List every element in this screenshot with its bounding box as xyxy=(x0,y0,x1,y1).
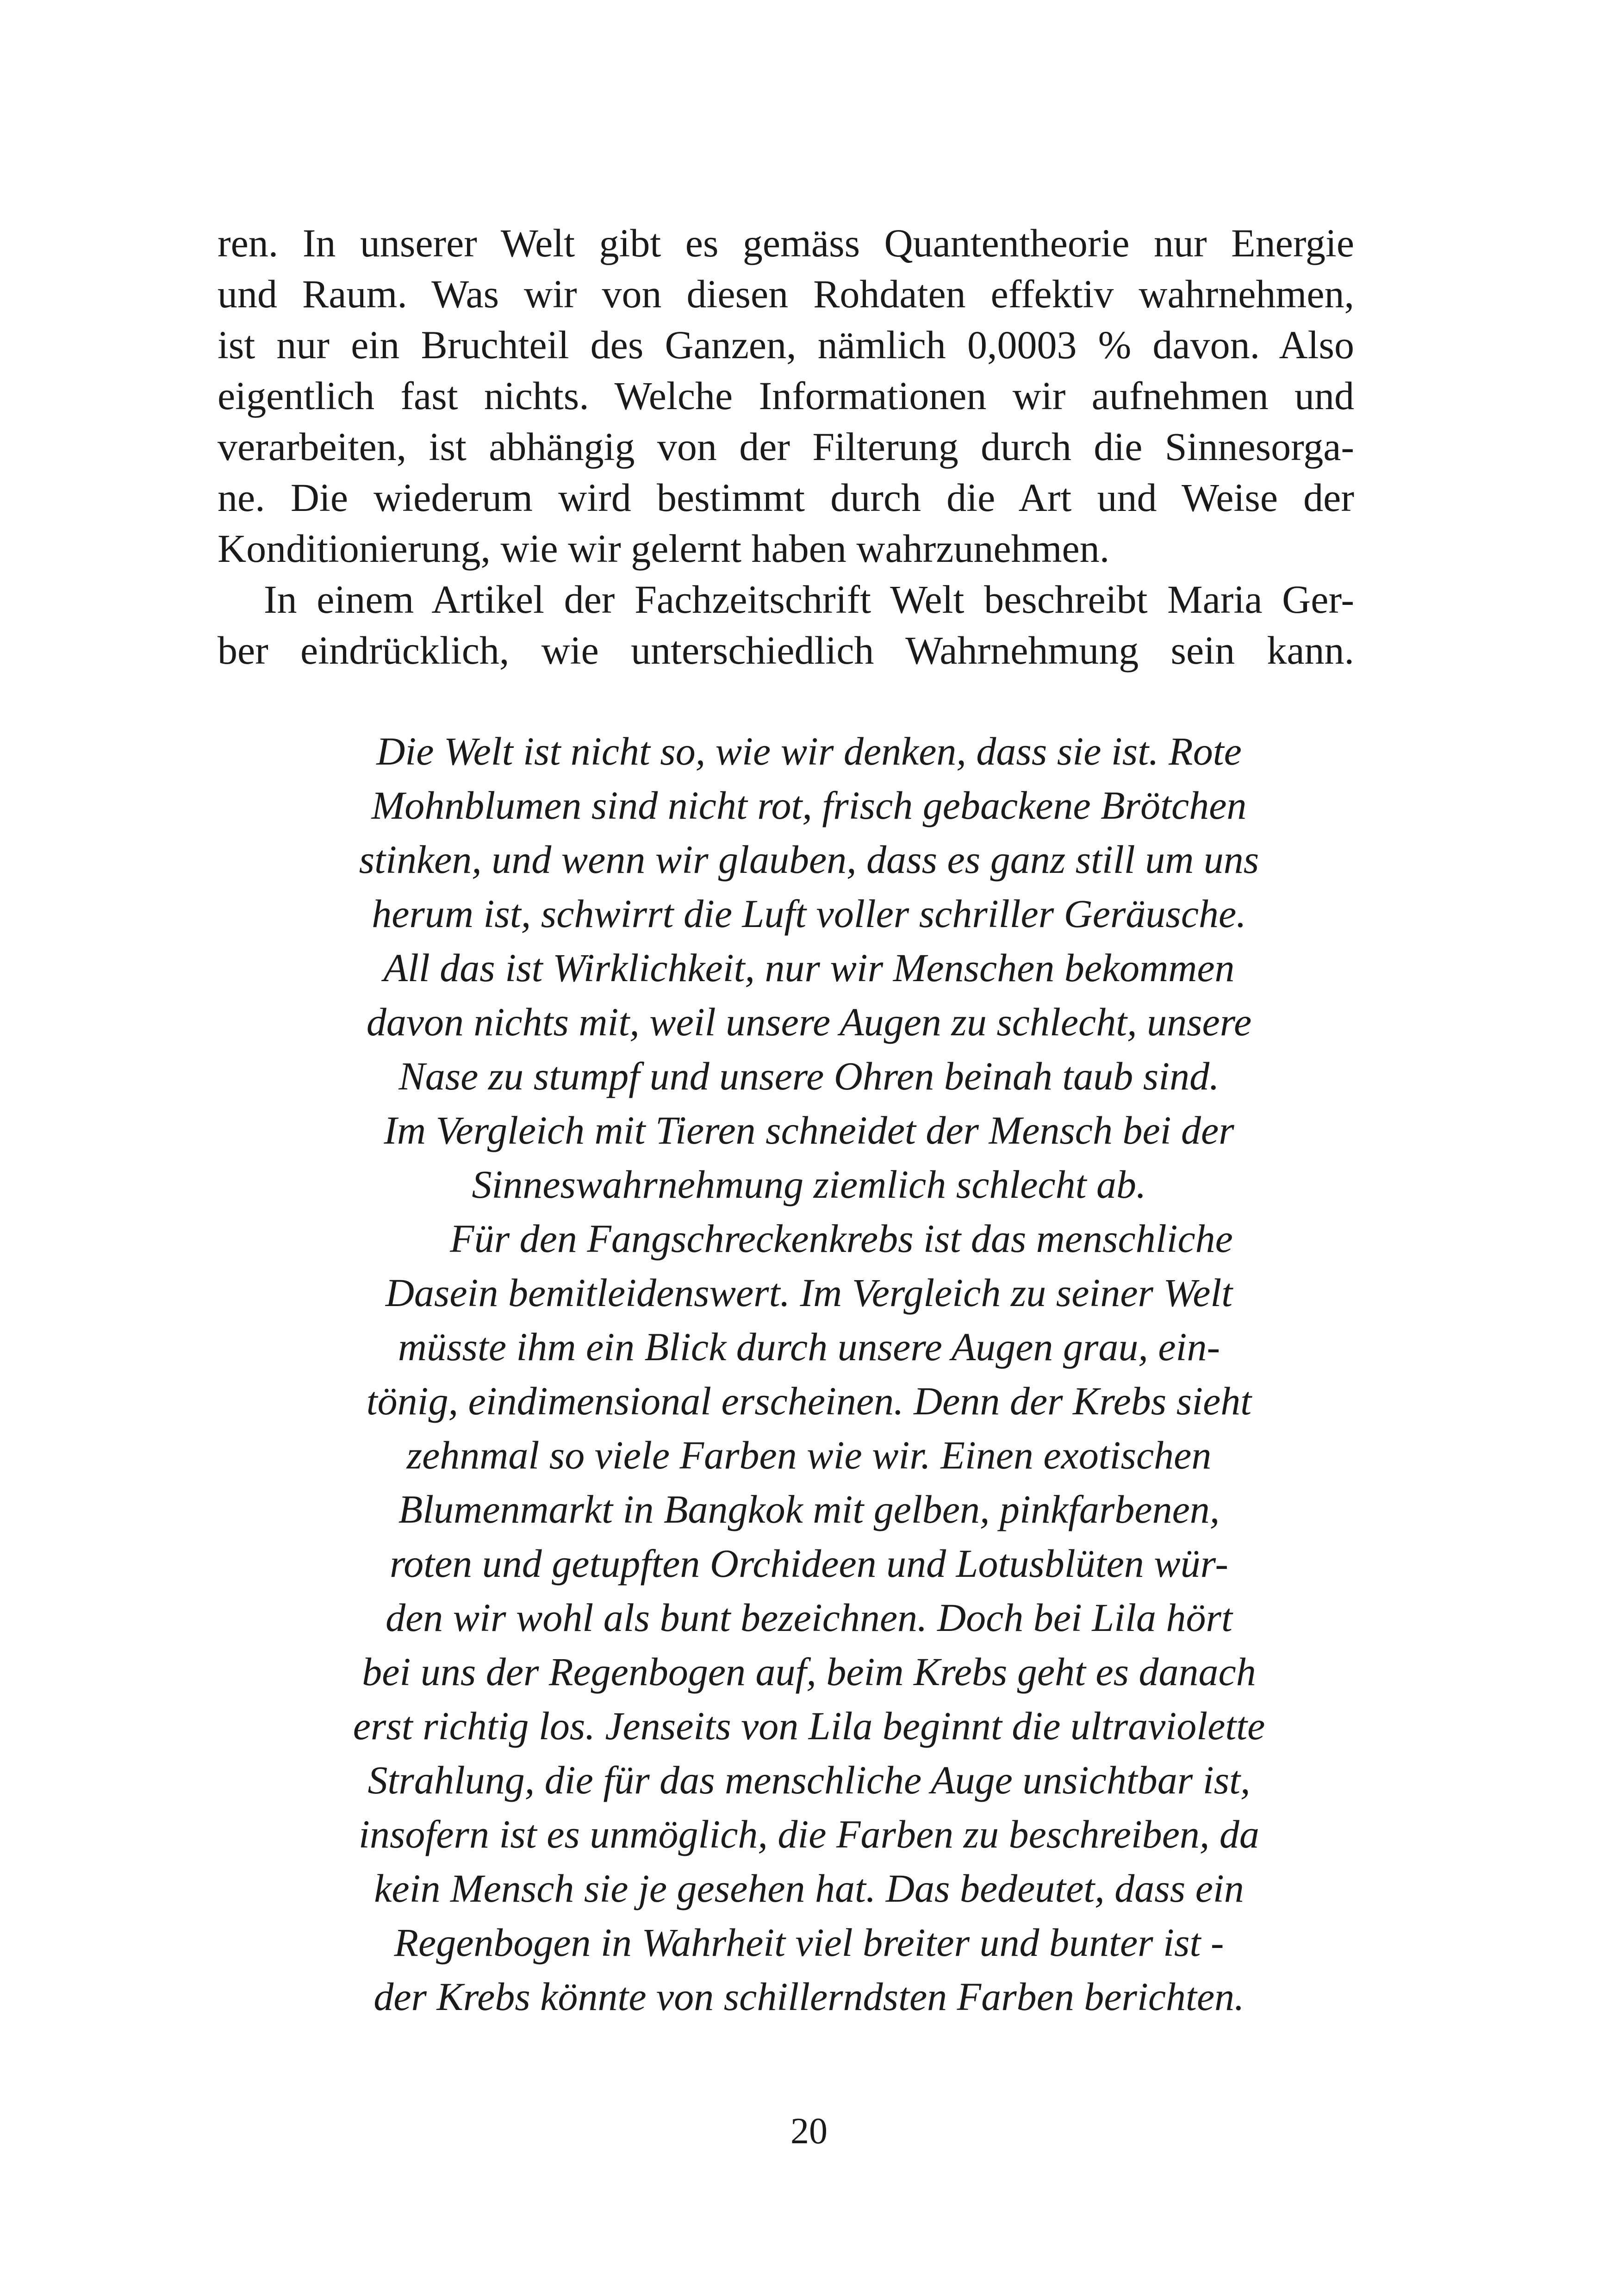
quote-line: erst richtig los. Jenseits von Lila beginnt die ultraviolette xyxy=(353,1704,1265,1748)
quote-line: Im Vergleich mit Tieren schneidet der Mensch bei der xyxy=(384,1108,1234,1152)
quote-line: Sinneswahrnehmung ziemlich schlecht ab. xyxy=(472,1162,1146,1207)
quote-line: Die Welt ist nicht so, wie wir denken, dass sie ist. Rote xyxy=(376,729,1242,773)
quote-line: den wir wohl als bunt bezeichnen. Doch bei Lila hört xyxy=(386,1595,1232,1640)
block-quote xyxy=(278,724,1340,2024)
body-line: verarbeiten, ist abhängig von der Filterung durch die Sinnesorga- xyxy=(218,424,1354,469)
quote-line: Blumenmarkt in Bangkok mit gelben, pinkfarbenen, xyxy=(398,1487,1220,1531)
body-line: Konditionierung, wie wir gelernt haben wahrzunehmen. xyxy=(218,526,1110,571)
quote-line: müsste ihm ein Blick durch unsere Augen grau, ein- xyxy=(398,1325,1220,1369)
body-line: ist nur ein Bruchteil des Ganzen, nämlich 0,0003 % davon. Also xyxy=(218,323,1354,367)
body-line: eigentlich fast nichts. Welche Informationen wir aufnehmen und xyxy=(218,373,1354,418)
quote-line: bei uns der Regenbogen auf, beim Krebs geht es danach xyxy=(362,1649,1256,1694)
quote-line: Regenbogen in Wahrheit viel breiter und bunter ist - xyxy=(394,1920,1224,1965)
quote-line: herum ist, schwirrt die Luft voller schriller Geräusche. xyxy=(372,891,1246,936)
quote-line: Dasein bemitleidenswert. Im Vergleich zu seiner Welt xyxy=(385,1270,1233,1315)
quote-line: Nase zu stumpf und unsere Ohren beinah taub sind. xyxy=(398,1054,1220,1098)
quote-line: Für den Fangschreckenkrebs ist das menschliche xyxy=(450,1216,1233,1261)
quote-line: davon nichts mit, weil unsere Augen zu schlecht, unsere xyxy=(366,1000,1252,1044)
body-line: ne. Die wiederum wird bestimmt durch die Art und Weise der xyxy=(218,475,1354,520)
quote-line: tönig, eindimensional erscheinen. Denn der Krebs sieht xyxy=(366,1379,1252,1423)
body-line: ren. In unserer Welt gibt es gemäss Quantentheorie nur Energie xyxy=(218,221,1354,265)
quote-line: roten und getupften Orchideen und Lotusblüten wür- xyxy=(389,1541,1229,1586)
body-line: ber eindrücklich, wie unterschiedlich Wahrnehmung sein kann. xyxy=(218,628,1354,672)
quote-line: Strahlung, die für das menschliche Auge unsichtbar ist, xyxy=(367,1758,1251,1802)
quote-line: All das ist Wirklichkeit, nur wir Menschen bekommen xyxy=(383,946,1235,990)
quote-line: Mohnblumen sind nicht rot, frisch gebackene Brötchen xyxy=(371,783,1247,828)
quote-line: zehnmal so viele Farben wie wir. Einen exotischen xyxy=(406,1433,1212,1477)
page-number: 20 xyxy=(790,2111,828,2152)
quote-line: der Krebs könnte von schillerndsten Farben berichten. xyxy=(373,1974,1245,2019)
body-paragraphs xyxy=(218,218,1354,676)
quote-line: stinken, und wenn wir glauben, dass es ganz still um uns xyxy=(359,837,1259,882)
body-line: und Raum. Was wir von diesen Rohdaten effektiv wahrnehmen, xyxy=(218,272,1354,316)
body-line: In einem Artikel der Fachzeitschrift Welt beschreibt Maria Ger- xyxy=(264,577,1354,622)
quote-line: insofern ist es unmöglich, die Farben zu beschreiben, da xyxy=(359,1812,1259,1856)
quote-line: kein Mensch sie je gesehen hat. Das bedeutet, dass ein xyxy=(374,1866,1244,1910)
